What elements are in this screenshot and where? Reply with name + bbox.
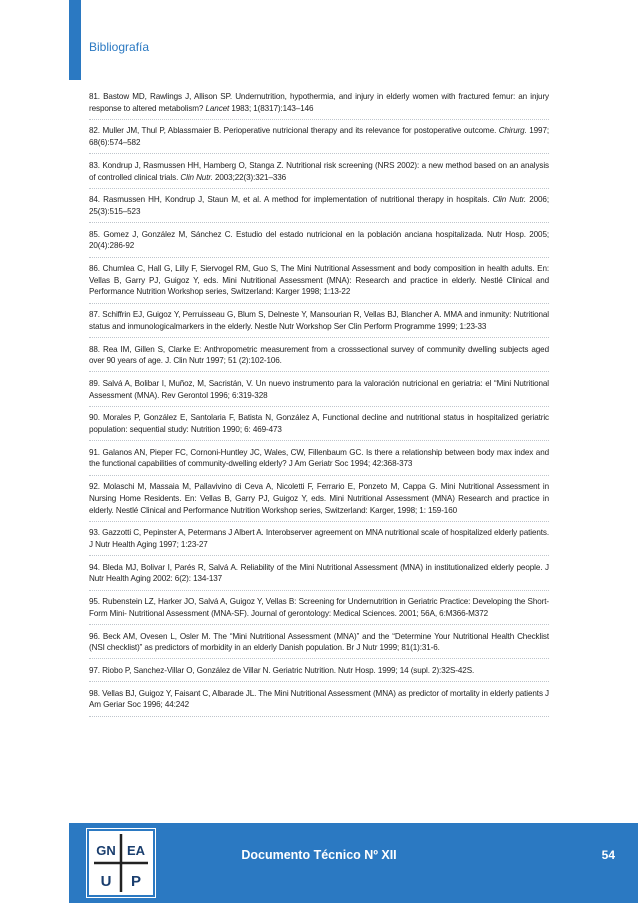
reference-item: 91. Galanos AN, Pieper FC, Cornoni-Huntley JC, Wales, CW, Fillenbaum GC. Is there a relationship between body max index and the functional capabilities of community-dwelling elderly? J Am Geriatr Soc 1994; 42:368-373 — [89, 447, 549, 476]
reference-list — [89, 91, 549, 722]
reference-item: 92. Molaschi M, Massaia M, Pallavivino di Ceva A, Nicoletti F, Ferrario E, Ponzeto M, Cappa G. Mini Nutritional Assessment in Nursing Home Residents. En: Vellas B, Garry PJ, Guigoz Y, eds. Mini Nutritional Assessment (MNA) Research and practice in elderly. Nestlé Clinical and Performance Nutrition Workshop series, Switzerland: Karger, 1998; 1: 159-160 — [89, 481, 549, 522]
reference-item: 83. Kondrup J, Rasmussen HH, Hamberg O, Stanga Z. Nutritional risk screening (NRS 2002): a new method based on an analysis of controlled clinical trials. Clin Nutr. 2003;22(3):321–336 — [89, 160, 549, 189]
gneaup-logo-graphic — [86, 828, 156, 898]
reference-item: 97. Riobo P, Sanchez-Villar O, González de Villar N. Geriatric Nutrition. Nutr Hosp. 1999; 14 (supl. 2):32S-42S. — [89, 665, 549, 682]
reference-item: 93. Gazzotti C, Pepinster A, Petermans J Albert A. Interobserver agreement on MNA nutritional scale of hospitalized elderly patients. J Nutr Health Aging 1997; 1:23-27 — [89, 527, 549, 556]
svg-text:GN: GN — [96, 843, 116, 858]
reference-item: 88. Rea IM, Gillen S, Clarke E: Anthropometric measurement from a crosssectional survey of community dwelling subjects aged over 90 years of age. J. Clin Nutr 1997; 51 (2):102-106. — [89, 344, 549, 373]
reference-item: 82. Muller JM, Thul P, Ablassmaier B. Perioperative nutricional therapy and its relevance for postoperative outcome. Chirurg. 1997; 68(6):574–582 — [89, 125, 549, 154]
gneaup-logo — [86, 828, 156, 898]
svg-text:P: P — [130, 873, 142, 890]
section-title: Bibliografía — [89, 40, 150, 54]
reference-item: 98. Vellas BJ, Guigoz Y, Faisant C, Albarade JL. The Mini Nutritional Assessment (MNA) as predictor of mortality in elderly patients J Am Geriar Soc 1996; 44:242 — [89, 688, 549, 717]
reference-item: 85. Gomez J, González M, Sánchez C. Estudio del estado nutricional en la población anciana hospitalizada. Nutr Hosp. 2005; 20(4):286-92 — [89, 229, 549, 258]
reference-item: 94. Bleda MJ, Bolivar I, Parés R, Salvá A. Reliability of the Mini Nutritional Assessment (MNA) in institutionalized elderly people. J Nutr Health Aging 2002: 6(2): 134-137 — [89, 562, 549, 591]
page-number: 54 — [601, 848, 615, 862]
reference-item: 87. Schiffrin EJ, Guigoz Y, Perruisseau G, Blum S, Delneste Y, Mansourian R, Vellas BJ, Blancher A. MMA and inmunity: Nutritional status and inmunologicalmarkers in the elderly. Nestle Nutr Workshop Ser Clin Perform Programme 1999; 1:23-33 — [89, 309, 549, 338]
svg-text:U: U — [100, 873, 112, 890]
document-title: Documento Técnico Nº XII — [241, 848, 397, 862]
reference-item: 86. Chumlea C, Hall G, Lilly F, Siervogel RM, Guo S, The Mini Nutritional Assessment and body composition in health adults. En: Vellas B, Garry PJ, Guigoz Y, eds. Mini Nutritional Assessment (MNA): Research and practice in elderly. Nestlé Clinical and Performance Nutrition Workshop series, Switzerland: Karger 1998; 1:13-22 — [89, 263, 549, 304]
reference-item: 89. Salvá A, Bolibar I, Muñoz, M, Sacristán, V. Un nuevo instrumento para la valoración nutricional en geriatria: el “Mini Nutritional Assessment (MNA). Rev Gerontol 1996; 6:319-328 — [89, 378, 549, 407]
reference-item: 81. Bastow MD, Rawlings J, Allison SP. Undernutrition, hypothermia, and injury in elderly women with fractured femur: an injury response to altered metabolism? Lancet 1983; 1(8317):143–146 — [89, 91, 549, 120]
reference-item: 90. Morales P, González E, Santolaria F, Batista N, González A, Functional decline and nutritional status in hospitalized geriatric population: sequential study: Nutrition 1990; 6: 469-473 — [89, 412, 549, 441]
reference-item: 84. Rasmussen HH, Kondrup J, Staun M, et al. A method for implementation of nutritional therapy in hospitals. Clin Nutr. 2006; 25(3):515–523 — [89, 194, 549, 223]
reference-item: 95. Rubenstein LZ, Harker JO, Salvá A, Guigoz Y, Vellas B: Screening for Undernutrition in Geriatric Practice: Developing the Short-Form Mini- Nutritional Assessment (MNA-SF). Journal of gerontology: Medical Sciences. 2001; 56A, 6:M366-M372 — [89, 596, 549, 625]
header-accent-bar — [69, 0, 81, 80]
reference-item: 96. Beck AM, Ovesen L, Osler M. The “Mini Nutritional Assessment (MNA)” and the “Determine Your Nutritional Health Checklist (NSI checklist)” as predictors of morbidity in an elderly Danish population. Br J Nutr 1999; 81(1):31-6. — [89, 631, 549, 660]
svg-text:EA: EA — [126, 843, 146, 858]
